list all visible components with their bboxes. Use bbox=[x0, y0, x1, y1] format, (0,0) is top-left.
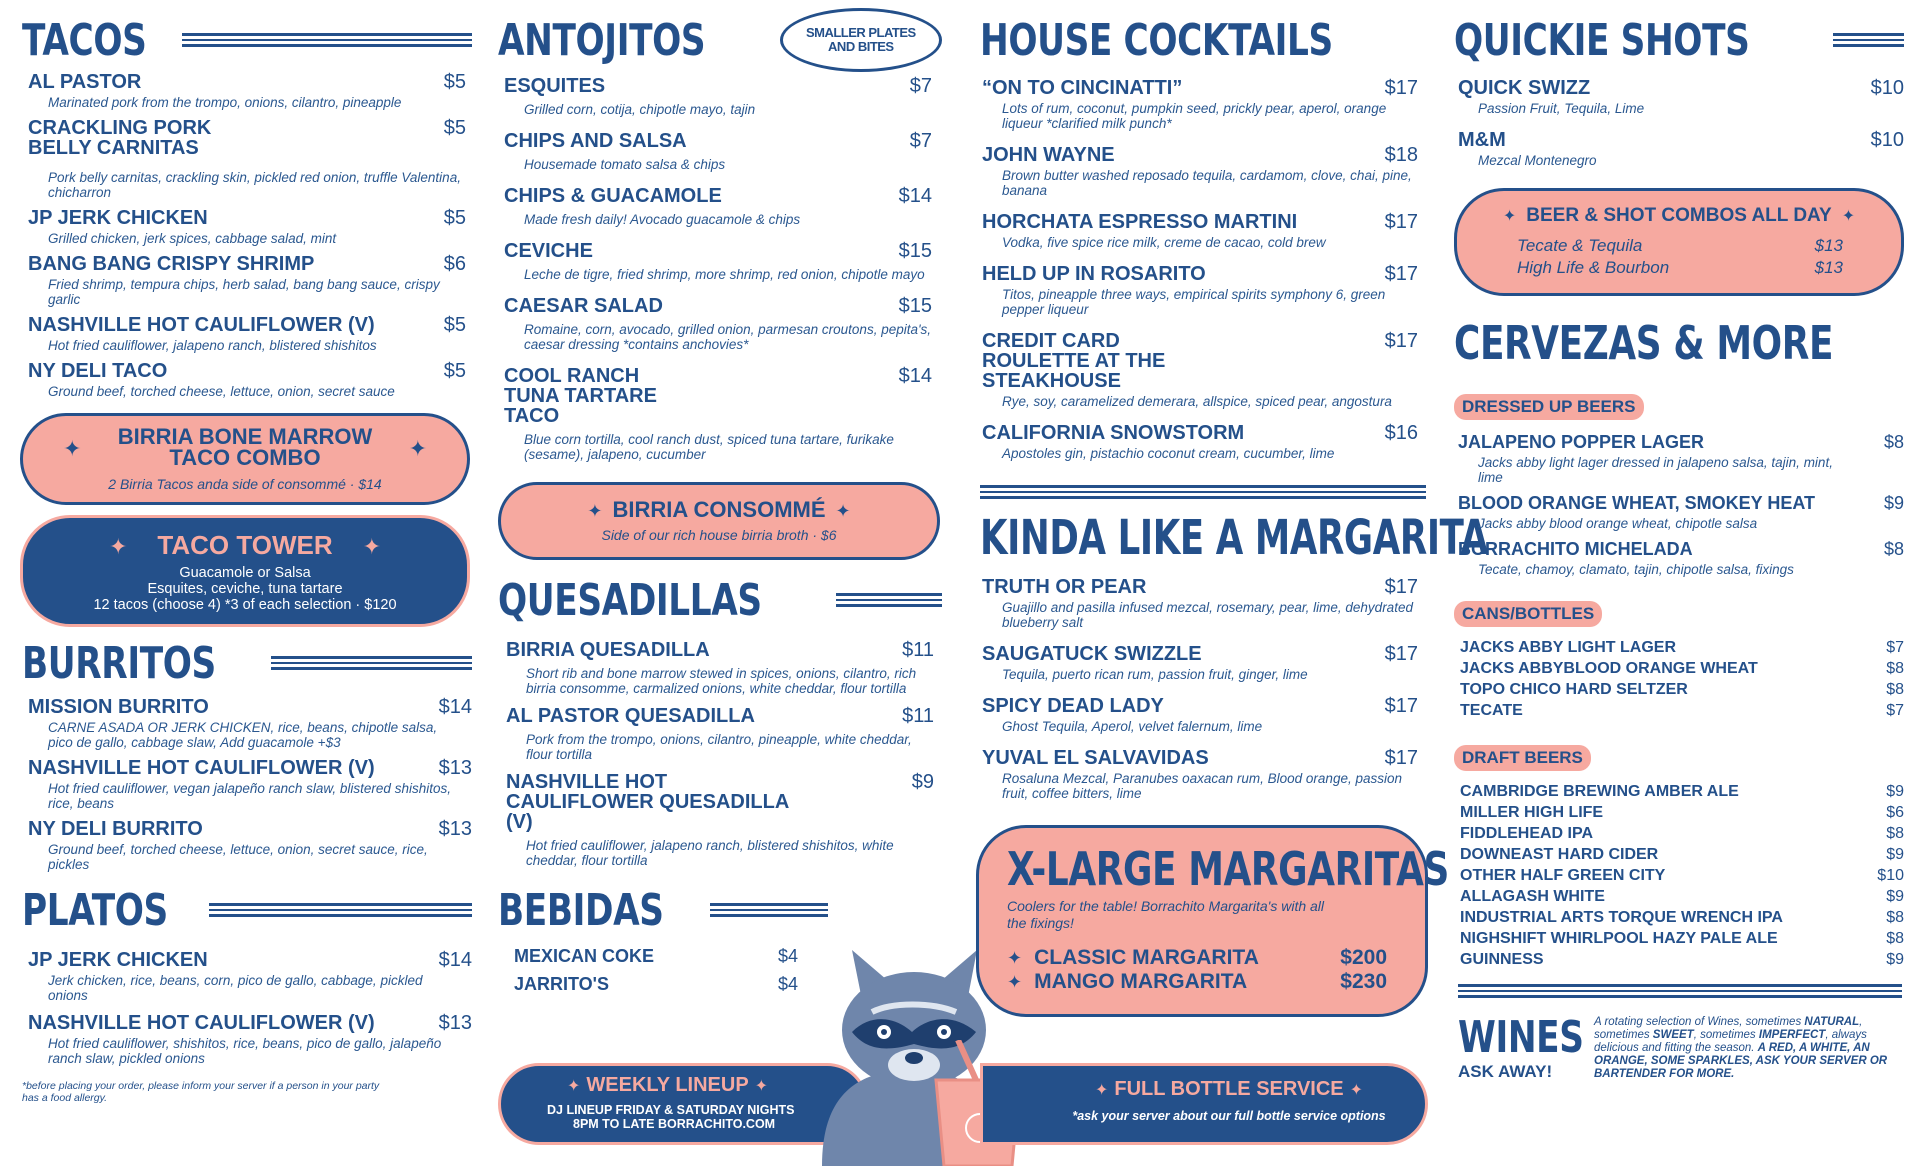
title-rules bbox=[836, 593, 942, 607]
star-icon: ✦ bbox=[63, 436, 82, 461]
beer-row: ALLAGASH WHITE $9 bbox=[1460, 888, 1904, 905]
xlarge-row: ✦ CLASSIC MARGARITA $200 bbox=[1007, 946, 1387, 969]
wines-title: WINES bbox=[1458, 1011, 1584, 1063]
menu-item: NASHVILLE HOT CAULIFLOWER (V) $13 Hot fried cauliflower, shishitos, rice, beans, pico de gallo, jalapeño ranch slaw, pickled onions bbox=[28, 1012, 472, 1066]
birria-combo-banner: ✦ ✦ BIRRIA BONE MARROW TACO COMBO 2 Birria Tacos anda side of consommé · $14 bbox=[20, 413, 470, 505]
drink-row: JARRITO'S $4 bbox=[514, 974, 798, 994]
beer-shot-combos-banner: ✦ BEER & SHOT COMBOS ALL DAY ✦ Tecate & Tequila $13 High Life & Bourbon $13 bbox=[1454, 188, 1904, 296]
menu-item: CHIPS AND SALSA $7 Housemade tomato salsa & chips bbox=[504, 130, 932, 172]
menu-item: JP JERK CHICKEN $14 Jerk chicken, rice, beans, corn, pico de gallo, cabbage, pickled onions bbox=[28, 949, 472, 1003]
margarita-title: KINDA LIKE A MARGARITA bbox=[980, 510, 1488, 566]
menu-item: NASHVILLE HOT CAULIFLOWER (V) $5 Hot fried cauliflower, jalapeno ranch, blistered shishitos bbox=[28, 314, 466, 353]
wines-block bbox=[1454, 1011, 1904, 1082]
beer-row: FIDDLEHEAD IPA $8 bbox=[1460, 825, 1904, 842]
menu-item: NASHVILLE HOT CAULIFLOWER (V) $13 Hot fried cauliflower, vegan jalapeño ranch slaw, blistered shishitos, rice, beans bbox=[28, 757, 472, 811]
draft-list bbox=[1454, 781, 1904, 970]
star-icon: ✦ bbox=[1502, 208, 1517, 225]
burritos-title: BURRITOS bbox=[22, 643, 472, 683]
tacos-list bbox=[22, 72, 472, 399]
menu-item: BLOOD ORANGE WHEAT, SMOKEY HEAT $9 Jacks abby blood orange wheat, chipotle salsa bbox=[1458, 493, 1904, 531]
menu-item: YUVAL EL SALVAVIDAS $17 Rosaluna Mezcal, Paranubes oaxacan rum, Blood orange, passion fruit, coffee bitters, lime bbox=[982, 747, 1418, 801]
beer-row: OTHER HALF GREEN CITY $10 bbox=[1460, 867, 1904, 884]
menu-item: SPICY DEAD LADY $17 Ghost Tequila, Aperol, velvet falernum, lime bbox=[982, 695, 1418, 734]
star-icon: ✦ bbox=[108, 534, 128, 559]
menu-item: CHIPS & GUACAMOLE $14 Made fresh daily! Avocado guacamole & chips bbox=[504, 185, 932, 227]
burritos-list bbox=[22, 697, 472, 872]
star-icon: ✦ bbox=[1094, 1082, 1109, 1099]
draft-beers-tag: DRAFT BEERS bbox=[1454, 745, 1591, 771]
menu-item: AL PASTOR $5 Marinated pork from the trompo, onions, cilantro, pineapple bbox=[28, 71, 466, 110]
menu-item: CREDIT CARD ROULETTE AT THE STEAKHOUSE $17 Rye, soy, caramelized demerara, allspice, spiced pear, angostura bbox=[982, 330, 1418, 409]
beer-row: TECATE $7 bbox=[1460, 702, 1904, 719]
wines-description: A rotating selection of Wines, sometimes NATURAL, sometimes SWEET, sometimes IMPERFECT, always delicious and fitting the season. A RED, A WHITE, AN ORANGE, SOME SPARKLES, ASK YOUR SERVER OR BARTENDER FOR MORE. bbox=[1594, 1016, 1888, 1080]
dressed-beers-list bbox=[1454, 432, 1904, 577]
bebidas-list bbox=[498, 942, 798, 998]
menu-item: BORRACHITO MICHELADA $8 Tecate, chamoy, clamato, tajin, chipotle salsa, fixings bbox=[1458, 539, 1904, 577]
cans-list bbox=[1454, 637, 1904, 721]
beer-row: TOPO CHICO HARD SELTZER $8 bbox=[1460, 681, 1904, 698]
menu-item: TRUTH OR PEAR $17 Guajillo and pasilla infused mezcal, rosemary, pear, lime, dehydrated blueberry salt bbox=[982, 576, 1418, 630]
margarita-list bbox=[980, 577, 1426, 801]
menu-item: CALIFORNIA SNOWSTORM $16 Apostoles gin, pistachio coconut cream, cucumber, lime bbox=[982, 422, 1418, 461]
column-1 bbox=[22, 0, 472, 1166]
menu-item: BIRRIA QUESADILLA $11 Short rib and bone marrow stewed in spices, onions, cilantro, rich birria consomme, carmalized onions, white cheddar, flour tortilla bbox=[506, 639, 934, 696]
beer-row: JACKS ABBYBLOOD ORANGE WHEAT $8 bbox=[1460, 660, 1904, 677]
menu-item: SAUGATUCK SWIZZLE $17 Tequila, puerto rican rum, passion fruit, ginger, lime bbox=[982, 643, 1418, 682]
smaller-plates-badge: SMALLER PLATES AND BITES bbox=[780, 8, 942, 72]
menu-item: HORCHATA ESPRESSO MARTINI $17 Vodka, five spice rice milk, creme de cacao, cold brew bbox=[982, 211, 1418, 250]
menu-item: AL PASTOR QUESADILLA $11 Pork from the trompo, onions, cilantro, pineapple, white cheddar, flour tortilla bbox=[506, 705, 934, 762]
title-rules bbox=[710, 903, 828, 917]
section-divider bbox=[980, 485, 1426, 499]
title-rules bbox=[182, 33, 472, 47]
house-cocktails-title: HOUSE COCKTAILS bbox=[980, 14, 1333, 66]
beer-row: JACKS ABBY LIGHT LAGER $7 bbox=[1460, 639, 1904, 656]
menu-item: ESQUITES $7 Grilled corn, cotija, chipotle mayo, tajin bbox=[504, 75, 932, 117]
menu-item: JP JERK CHICKEN $5 Grilled chicken, jerk spices, cabbage salad, mint bbox=[28, 207, 466, 246]
section-divider bbox=[1458, 984, 1902, 998]
star-icon: ✦ bbox=[362, 534, 382, 559]
menu-item: MISSION BURRITO $14 CARNE ASADA OR JERK CHICKEN, rice, beans, chipotle salsa, pico de gallo, cabbage slaw, Add guacamole +$3 bbox=[28, 696, 472, 750]
star-icon: ✦ bbox=[754, 1078, 769, 1095]
menu-item: NASHVILLE HOT CAULIFLOWER QUESADILLA (V) $9 Hot fried cauliflower, jalapeno ranch, blistered shishitos, white cheddar, flour tortilla bbox=[506, 771, 934, 868]
menu-item: CAESAR SALAD $15 Romaine, corn, avocado, grilled onion, parmesan croutons, pepita's, caesar dressing *contains anchovies* bbox=[504, 295, 932, 352]
menu-item: “ON TO CINCINATTI” $17 Lots of rum, coconut, pumpkin seed, prickly pear, aperol, orange liqueur *clarified milk punch* bbox=[982, 77, 1418, 131]
antojitos-list bbox=[498, 76, 942, 462]
title-rules bbox=[271, 656, 472, 670]
star-icon: ✦ bbox=[1349, 1082, 1364, 1099]
star-icon: ✦ bbox=[1007, 948, 1023, 968]
star-icon: ✦ bbox=[567, 1078, 581, 1095]
star-icon: ✦ bbox=[835, 501, 851, 521]
shots-list bbox=[1454, 78, 1904, 168]
weekly-lineup-banner: ✦ WEEKLY LINEUP ✦ DJ LINEUP FRIDAY & SATURDAY NIGHTS 8PM TO LATE BORRACHITO.COM bbox=[498, 1063, 868, 1145]
title-rules bbox=[1833, 33, 1904, 47]
cervezas-title: CERVEZAS & MORE bbox=[1454, 316, 1834, 370]
star-icon: ✦ bbox=[1841, 208, 1856, 225]
beer-row: NIGHSHIFT WHIRLPOOL HAZY PALE ALE $8 bbox=[1460, 930, 1904, 947]
menu-item: BANG BANG CRISPY SHRIMP $6 Fried shrimp, tempura chips, herb salad, bang bang sauce, crispy garlic bbox=[28, 253, 466, 307]
quesadillas-title: QUESADILLAS bbox=[498, 580, 942, 620]
antojitos-title: ANTOJITOS SMALLER PLATES AND BITES bbox=[498, 20, 942, 60]
star-icon: ✦ bbox=[1007, 972, 1023, 992]
menu-item: CEVICHE $15 Leche de tigre, fried shrimp, more shrimp, red onion, chipotle mayo bbox=[504, 240, 932, 282]
bebidas-title: BEBIDAS bbox=[498, 890, 828, 930]
column-4 bbox=[1454, 0, 1904, 1166]
quesadillas-list bbox=[498, 640, 942, 868]
combo-row: Tecate & Tequila $13 bbox=[1517, 236, 1843, 255]
menu-item: NY DELI BURRITO $13 Ground beef, torched cheese, lettuce, onion, secret sauce, rice, pickles bbox=[28, 818, 472, 872]
quickie-shots-title: QUICKIE SHOTS bbox=[1454, 20, 1904, 60]
beer-row: CAMBRIDGE BREWING AMBER ALE $9 bbox=[1460, 783, 1904, 800]
taco-tower-banner: ✦ TACO TOWER ✦ Guacamole or Salsa Esquites, ceviche, tuna tartare 12 tacos (choose 4) *3 of each selection · $120 bbox=[20, 515, 470, 627]
beer-row: INDUSTRIAL ARTS TORQUE WRENCH IPA $8 bbox=[1460, 909, 1904, 926]
star-icon: ✦ bbox=[408, 436, 427, 461]
beer-row: DOWNEAST HARD CIDER $9 bbox=[1460, 846, 1904, 863]
menu-item: M&M $10 Mezcal Montenegro bbox=[1458, 129, 1904, 168]
column-3 bbox=[980, 0, 1488, 1166]
ask-away-label: ASK AWAY! bbox=[1458, 1062, 1553, 1081]
menu-item: QUICK SWIZZ $10 Passion Fruit, Tequila, Lime bbox=[1458, 77, 1904, 116]
cans-bottles-tag: CANS/BOTTLES bbox=[1454, 601, 1602, 627]
xlarge-margaritas-banner: X-LARGE MARGARITAS Coolers for the table! Borrachito Margarita's with all the fixings! ✦ CLASSIC MARGARITA $200 ✦ MANGO MARGARITA $230 bbox=[976, 825, 1428, 1017]
platos-list bbox=[22, 950, 472, 1066]
cocktails-list bbox=[980, 78, 1426, 461]
birria-consomme-banner: ✦ BIRRIA CONSOMMÉ ✦ Side of our rich house birria broth · $6 bbox=[498, 482, 940, 560]
menu-item: COOL RANCH TUNA TARTARE TACO $14 Blue corn tortilla, cool ranch dust, spiced tuna tartare, furikake (sesame), jalapeno, cucumber bbox=[504, 365, 932, 462]
combo-row: High Life & Bourbon $13 bbox=[1517, 258, 1843, 277]
menu-item: JOHN WAYNE $18 Brown butter washed reposado tequila, cardamom, clove, chai, pine, banana bbox=[982, 144, 1418, 198]
beer-row: GUINNESS $9 bbox=[1460, 951, 1904, 968]
beer-row: MILLER HIGH LIFE $6 bbox=[1460, 804, 1904, 821]
xlarge-row: ✦ MANGO MARGARITA $230 bbox=[1007, 970, 1387, 993]
dressed-up-beers-tag: DRESSED UP BEERS bbox=[1454, 394, 1644, 420]
star-icon: ✦ bbox=[587, 501, 603, 521]
title-rules bbox=[209, 903, 472, 917]
platos-title: PLATOS bbox=[22, 890, 472, 930]
allergy-footnote: *before placing your order, please inform your server if a person in your party has a food allergy. bbox=[22, 1080, 380, 1104]
tacos-title: TACOS bbox=[22, 20, 472, 60]
drink-row: MEXICAN COKE $4 bbox=[514, 946, 798, 966]
menu-item: HELD UP IN ROSARITO $17 Titos, pineapple three ways, empirical spirits symphony 6, green pepper liqueur bbox=[982, 263, 1418, 317]
menu-item: NY DELI TACO $5 Ground beef, torched cheese, lettuce, onion, secret sauce bbox=[28, 360, 466, 399]
menu-item: JALAPENO POPPER LAGER $8 Jacks abby light lager dressed in jalapeno salsa, tajin, mint, lime bbox=[1458, 432, 1904, 485]
full-bottle-banner: ✦ FULL BOTTLE SERVICE ✦ *ask your server about our full bottle service options bbox=[980, 1063, 1428, 1145]
menu-item: CRACKLING PORK BELLY CARNITAS $5 Pork belly carnitas, crackling skin, pickled red onion, truffle Valentina, chicharron bbox=[28, 117, 466, 200]
